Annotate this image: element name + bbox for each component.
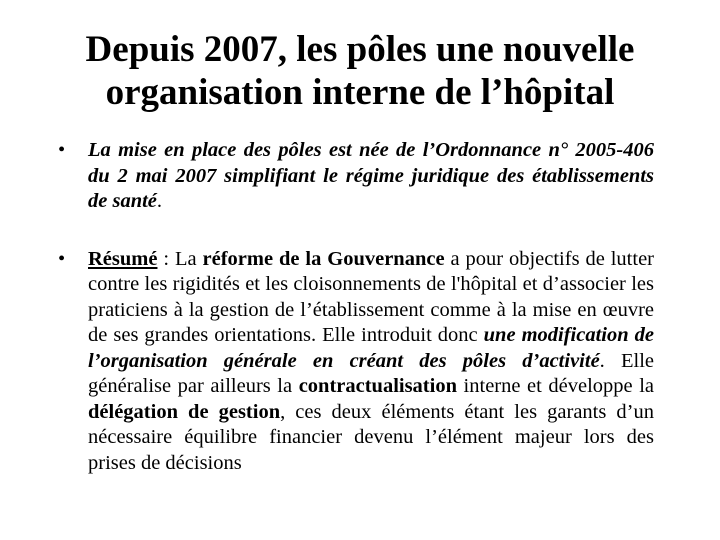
resume-strong-1: réforme de la Gouvernance: [202, 247, 445, 270]
title-line-2: organisation interne de l’hôpital: [105, 72, 615, 113]
resume-strong-2: une modification de l’organisation générale en créant des pôles d’activité: [88, 324, 654, 372]
resume-heading: Résumé: [88, 247, 158, 270]
bullet-1-end: .: [156, 190, 163, 212]
resume-text-1: a pour objectifs de lutter contre les rigidités et les cloisonnements de l'hôpital et d’associer les praticiens à la gestion de l’établissement comme à la mise en œuvre de ses grandes orientations. Elle introduit donc: [88, 247, 654, 346]
resume-strong-4: délégation de gestion: [88, 400, 281, 423]
page-title: [40, 28, 680, 114]
bullet-dot: •: [58, 247, 66, 270]
bullet-item-resume: [58, 247, 654, 477]
resume-text-3: interne et développe la: [456, 375, 655, 397]
bullet-list: [58, 138, 654, 476]
resume-strong-3: contractualisation: [298, 375, 457, 397]
resume-text-2: . Elle généralise par ailleurs la: [88, 349, 655, 397]
title-line-1: Depuis 2007, les pôles une nouvelle: [85, 29, 635, 70]
bullet-1-text: La mise en place des pôles est née de l’Ordonnance n° 2005-406 du 2 mai 2007 simplifiant le régime juridique des établissements de santé: [88, 139, 654, 212]
resume-text-4: , ces deux éléments étant les garants d’un nécessaire équilibre financier devenu l’élément majeur lors des prises de décisions: [88, 400, 654, 474]
bullet-item-ordonnance: [58, 138, 654, 215]
resume-sep: : La: [157, 247, 203, 270]
bullet-dot: •: [58, 139, 66, 161]
